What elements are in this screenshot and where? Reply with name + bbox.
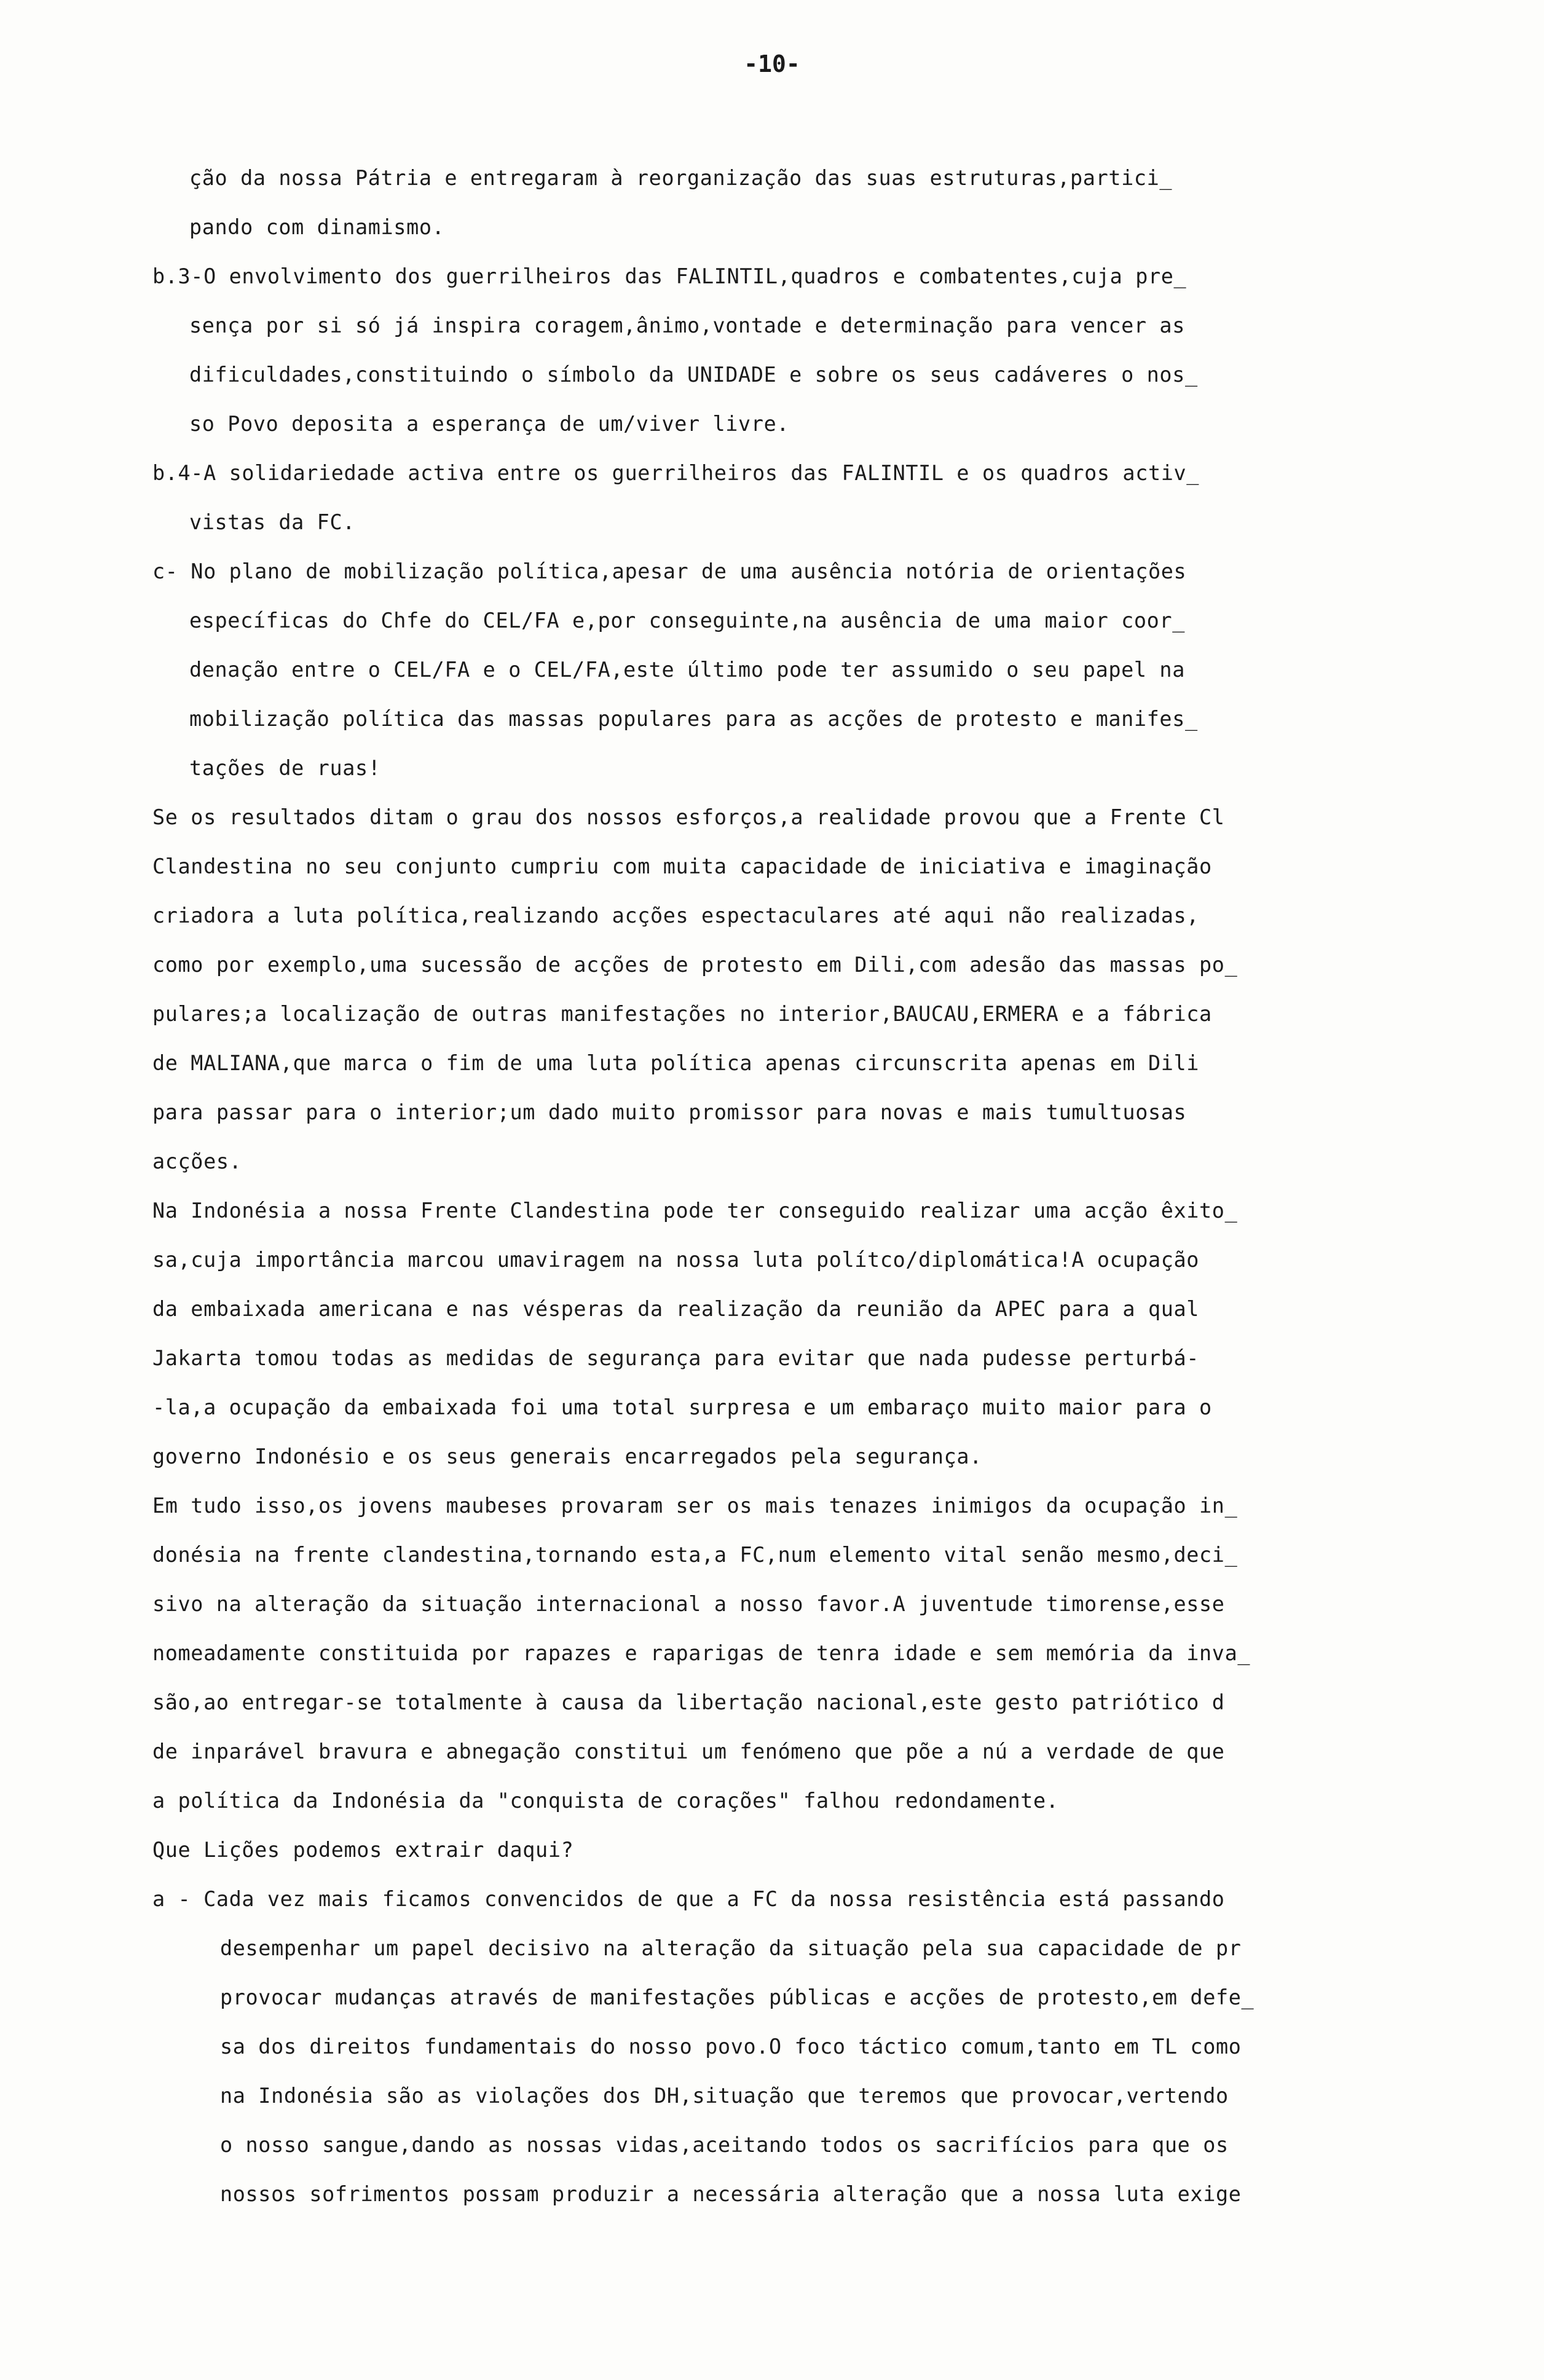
text-line: pulares;a localização de outras manifestações no interior,BAUCAU,ERMERA e a fábrica xyxy=(152,1002,1212,1026)
text-line: Se os resultados ditam o grau dos nossos esforços,a realidade provou que a Frente Cl xyxy=(152,805,1225,829)
text-line: de inparável bravura e abnegação constitui um fenómeno que põe a nú a verdade de que xyxy=(152,1740,1225,1763)
text-line: específicas do Chfe do CEL/FA e,por conseguinte,na ausência de uma maior coor_ xyxy=(189,609,1185,632)
text-line: de MALIANA,que marca o fim de uma luta política apenas circunscrita apenas em Dili xyxy=(152,1051,1200,1075)
text-line: nossos sofrimentos possam produzir a necessária alteração que a nossa luta exige xyxy=(220,2182,1242,2206)
text-line: pando com dinamismo. xyxy=(189,215,445,239)
text-line: criadora a luta política,realizando acções espectaculares até aqui não realizadas, xyxy=(152,904,1200,928)
text-line: na Indonésia são as violações dos DH,situação que teremos que provocar,vertendo xyxy=(220,2084,1229,2108)
text-line: Clandestina no seu conjunto cumpriu com muita capacidade de iniciativa e imaginação xyxy=(152,854,1212,878)
text-line: donésia na frente clandestina,tornando esta,a FC,num elemento vital senão mesmo,deci_ xyxy=(152,1543,1238,1567)
text-line: tações de ruas! xyxy=(189,756,381,780)
text-line: sença por si só já inspira coragem,ânimo,vontade e determinação para vencer as xyxy=(189,313,1185,337)
text-line: Jakarta tomou todas as medidas de segurança para evitar que nada pudesse perturbá- xyxy=(152,1346,1200,1370)
text-line: como por exemplo,uma sucessão de acções de protesto em Dili,com adesão das massas po_ xyxy=(152,953,1238,977)
text-line: -la,a ocupação da embaixada foi uma total surpresa e um embaraço muito maior para o xyxy=(152,1395,1212,1419)
text-line: nomeadamente constituida por rapazes e raparigas de tenra idade e sem memória da inva_ xyxy=(152,1641,1251,1665)
text-line: so Povo deposita a esperança de um/viver livre. xyxy=(189,412,790,436)
text-line: são,ao entregar-se totalmente à causa da libertação nacional,este gesto patriótico d xyxy=(152,1690,1225,1714)
text-line: Em tudo isso,os jovens maubeses provaram ser os mais tenazes inimigos da ocupação in_ xyxy=(152,1494,1238,1518)
text-line: ção da nossa Pátria e entregaram à reorganização das suas estruturas,partici_ xyxy=(189,166,1173,190)
text-line: mobilização política das massas populares para as acções de protesto e manifes_ xyxy=(189,707,1198,731)
text-line: denação entre o CEL/FA e o CEL/FA,este último pode ter assumido o seu papel na xyxy=(189,658,1185,682)
text-line: o nosso sangue,dando as nossas vidas,aceitando todos os sacrifícios para que os xyxy=(220,2133,1229,2157)
text-line: vistas da FC. xyxy=(189,510,355,534)
text-line: da embaixada americana e nas vésperas da realização da reunião da APEC para a qual xyxy=(152,1297,1200,1321)
text-line: desempenhar um papel decisivo na alteração da situação pela sua capacidade de pr xyxy=(220,1936,1242,1960)
text-line: a política da Indonésia da "conquista de corações" falhou redondamente. xyxy=(152,1789,1059,1813)
text-line: para passar para o interior;um dado muito promissor para novas e mais tumultuosas xyxy=(152,1100,1187,1124)
text-line: Que Lições podemos extrair daqui? xyxy=(152,1838,574,1862)
text-line: a - Cada vez mais ficamos convencidos de que a FC da nossa resistência está passando xyxy=(152,1887,1225,1911)
text-line: governo Indonésio e os seus generais encarregados pela segurança. xyxy=(152,1444,982,1468)
text-line: dificuldades,constituindo o símbolo da UNIDADE e sobre os seus cadáveres o nos_ xyxy=(189,363,1198,387)
text-line: sa,cuja importância marcou umaviragem na nossa luta polítco/diplomática!A ocupação xyxy=(152,1248,1200,1272)
page-number: -10- xyxy=(744,50,800,77)
text-line: acções. xyxy=(152,1149,242,1173)
text-line: provocar mudanças através de manifestações públicas e acções de protesto,em defe_ xyxy=(220,1985,1254,2009)
text-line: Na Indonésia a nossa Frente Clandestina pode ter conseguido realizar uma acção êxito_ xyxy=(152,1199,1238,1223)
text-line: sivo na alteração da situação internacional a nosso favor.A juventude timorense,esse xyxy=(152,1592,1225,1616)
document-body xyxy=(152,154,1443,2219)
text-line: c- No plano de mobilização política,apesar de uma ausência notória de orientações xyxy=(152,559,1187,583)
text-line: b.3-O envolvimento dos guerrilheiros das FALINTIL,quadros e combatentes,cuja pre_ xyxy=(152,264,1187,288)
text-line: b.4-A solidariedade activa entre os guerrilheiros das FALINTIL e os quadros activ_ xyxy=(152,461,1200,485)
text-line: sa dos direitos fundamentais do nosso povo.O foco táctico comum,tanto em TL como xyxy=(220,2035,1242,2059)
